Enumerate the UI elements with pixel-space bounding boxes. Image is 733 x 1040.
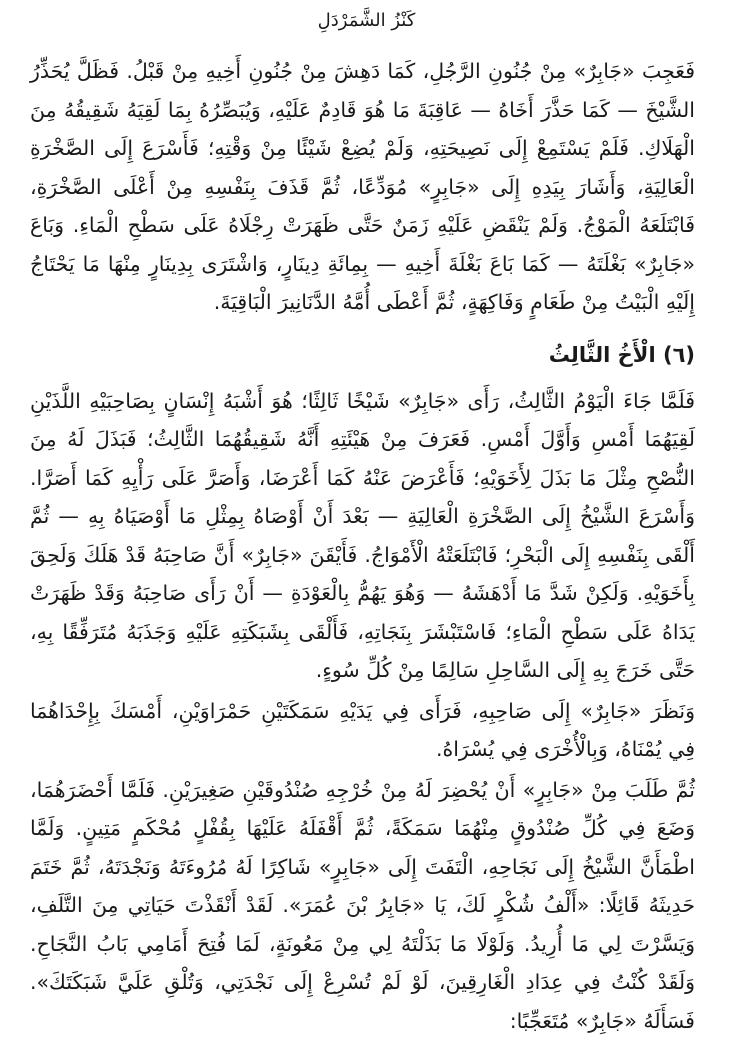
paragraph: ثُمَّ طَلَبَ مِنْ «جَابِرٍ» أَنْ يُحْضِرَ لَهُ مِنْ خُرْجِهِ صُنْدُوقَيْنِ صَغِيرَيْنِ. فَلَمَّا أَحْضَرَهُمَا، وَضَعَ فِي كُلِّ صُنْدُوقٍ مِنْهُمَا سَمَكَةً، ثُمَّ أَقْفَلَهُ عَلَيْهَا بِقُفْلٍ مُحْكَمٍ مَتِينٍ. وَلَمَّا اطْمَأَنَّ الشَّيْخُ إِلَى نَجَاحِهِ، الْتَفَتَ إِلَى «جَابِرٍ» شَاكِرًا لَهُ مُرُوءَتَهُ وَنَجْدَتَهُ، ثُمَّ خَتَمَ حَدِيثَهُ قَائِلًا: «أَلْفُ شُكْرٍ لَكَ، يَا «جَابِرُ بْنَ عُمَرَ». لَقَدْ أَنْقَذْتَ حَيَاتِي مِنَ التَّلَفِ، وَيَسَّرْتَ لِي مَا أُرِيدُ. وَلَوْلَا مَا بَذَلْتَهُ لِي مِنْ مَعُونَةٍ، لَمَا فُتِحَ أَمَامِي بَابُ النَّجَاحِ. وَلَقَدْ كُنْتُ فِي عِدَادِ الْغَارِقِينَ، لَوْ لَمْ تُسْرِعْ إِلَى نَجْدَتِي، وَتُلْقِ عَلَيَّ شَبَكَتَكَ». فَسَأَلَهُ «جَابِرٌ» مُتَعَجِّبًا: [30,771,695,1040]
section-heading: (٦) الْأَخُ الثَّالِثُ [30,336,695,374]
paragraph: فَلَمَّا جَاءَ الْيَوْمُ الثَّالِثُ، رَأَى «جَابِرٌ» شَيْخًا ثَالِثًا؛ هُوَ أَشْبَهُ إِنْسَانٍ بِصَاحِبَيْهِ اللَّذَيْنِ لَقِيَهُمَا أَمْسِ وَأَوَّلَ أَمْسِ. فَعَرَفَ مِنْ هَيْئَتِهِ أَنَّهُ شَقِيقُهُمَا الثَّالِثُ؛ فَبَذَلَ لَهُ مِنَ النُّصْحِ مِثْلَ مَا بَذَلَ لِأَخَوَيْهِ؛ فَأَعْرَضَ عَنْهُ كَمَا أَعْرَضَا، وَأَصَرَّ عَلَى رَأْيِهِ كَمَا أَصَرَّا. وَأَسْرَعَ الشَّيْخُ إِلَى الصَّخْرَةِ الْعَالِيَةِ — بَعْدَ أَنْ أَوْصَاهُ بِمِثْلِ مَا أَوْصَيَاهُ بِهِ — ثُمَّ أَلْقَى بِنَفْسِهِ إِلَى الْبَحْرِ؛ فَابْتَلَعَتْهُ الْأَمْوَاجُ. فَأَيْقَنَ «جَابِرٌ» أَنَّ صَاحِبَهُ قَدْ هَلَكَ وَلَحِقَ بِأَخَوَيْهِ. وَلَكِنْ شَدَّ مَا أَدْهَشَهُ — وَهُوَ يَهُمُّ بِالْعَوْدَةِ — أَنْ رَأَى صَاحِبَهُ وَقَدْ ظَهَرَتْ يَدَاهُ عَلَى سَطْحِ الْمَاءِ؛ فَاسْتَبْشَرَ بِنَجَاتِهِ، فَأَلْقَى بِشَبَكَتِهِ عَلَيْهِ وَجَذَبَهُ مُتَرَفِّقًا بِهِ، حَتَّى خَرَجَ بِهِ إِلَى السَّاحِلِ سَالِمًا مِنْ كُلِّ سُوءٍ. [30,382,695,690]
running-header: كَنْزُ الشَّمَرْدَلِ [0,8,733,34]
paragraph: وَنَظَرَ «جَابِرٌ» إِلَى صَاحِبِهِ، فَرَأَى فِي يَدَيْهِ سَمَكَتَيْنِ حَمْرَاوَيْنِ، أَمْسَكَ بِإِحْدَاهُمَا فِي يُمْنَاهُ، وَبِالْأُخْرَى فِي يُسْرَاهُ. [30,692,695,769]
page-body [30,52,695,1040]
paragraph: فَعَجِبَ «جَابِرٌ» مِنْ جُنُونِ الرَّجُلِ، كَمَا دَهِشَ مِنْ جُنُونِ أَخِيهِ مِنْ قَبْلُ. فَظَلَّ يُحَذِّرُ الشَّيْخَ — كَمَا حَذَّرَ أَخَاهُ — عَاقِبَةَ مَا هُوَ قَادِمٌ عَلَيْهِ، وَيُبَصِّرُهُ بِمَا لَقِيَهُ شَقِيقُهُ مِنَ الْهَلَاكِ. فَلَمْ يَسْتَمِعْ إِلَى نَصِيحَتِهِ، وَلَمْ يُضِعْ شَيْئًا مِنْ وَقْتِهِ؛ فَأَسْرَعَ إِلَى الصَّخْرَةِ الْعَالِيَةِ، وَأَشَارَ بِيَدِهِ إِلَى «جَابِرٍ» مُوَدِّعًا، ثُمَّ قَذَفَ بِنَفْسِهِ مِنْ أَعْلَى الصَّخْرَةِ، فَابْتَلَعَهُ الْمَوْجُ. وَلَمْ يَنْقَضِ عَلَيْهِ زَمَنٌ حَتَّى ظَهَرَتْ رِجْلَاهُ عَلَى سَطْحِ الْمَاءِ. وَبَاعَ «جَابِرٌ» بَغْلَتَهُ — كَمَا بَاعَ بَغْلَةَ أَخِيهِ — بِمِائَةِ دِينَارٍ، وَاشْتَرَى بِدِينَارٍ مِنْهَا مَا يَحْتَاجُ إِلَيْهِ الْبَيْتُ مِنْ طَعَامٍ وَفَاكِهَةٍ، ثُمَّ أَعْطَى أُمَّهُ الدَّنَانِيرَ الْبَاقِيَةَ. [30,52,695,322]
